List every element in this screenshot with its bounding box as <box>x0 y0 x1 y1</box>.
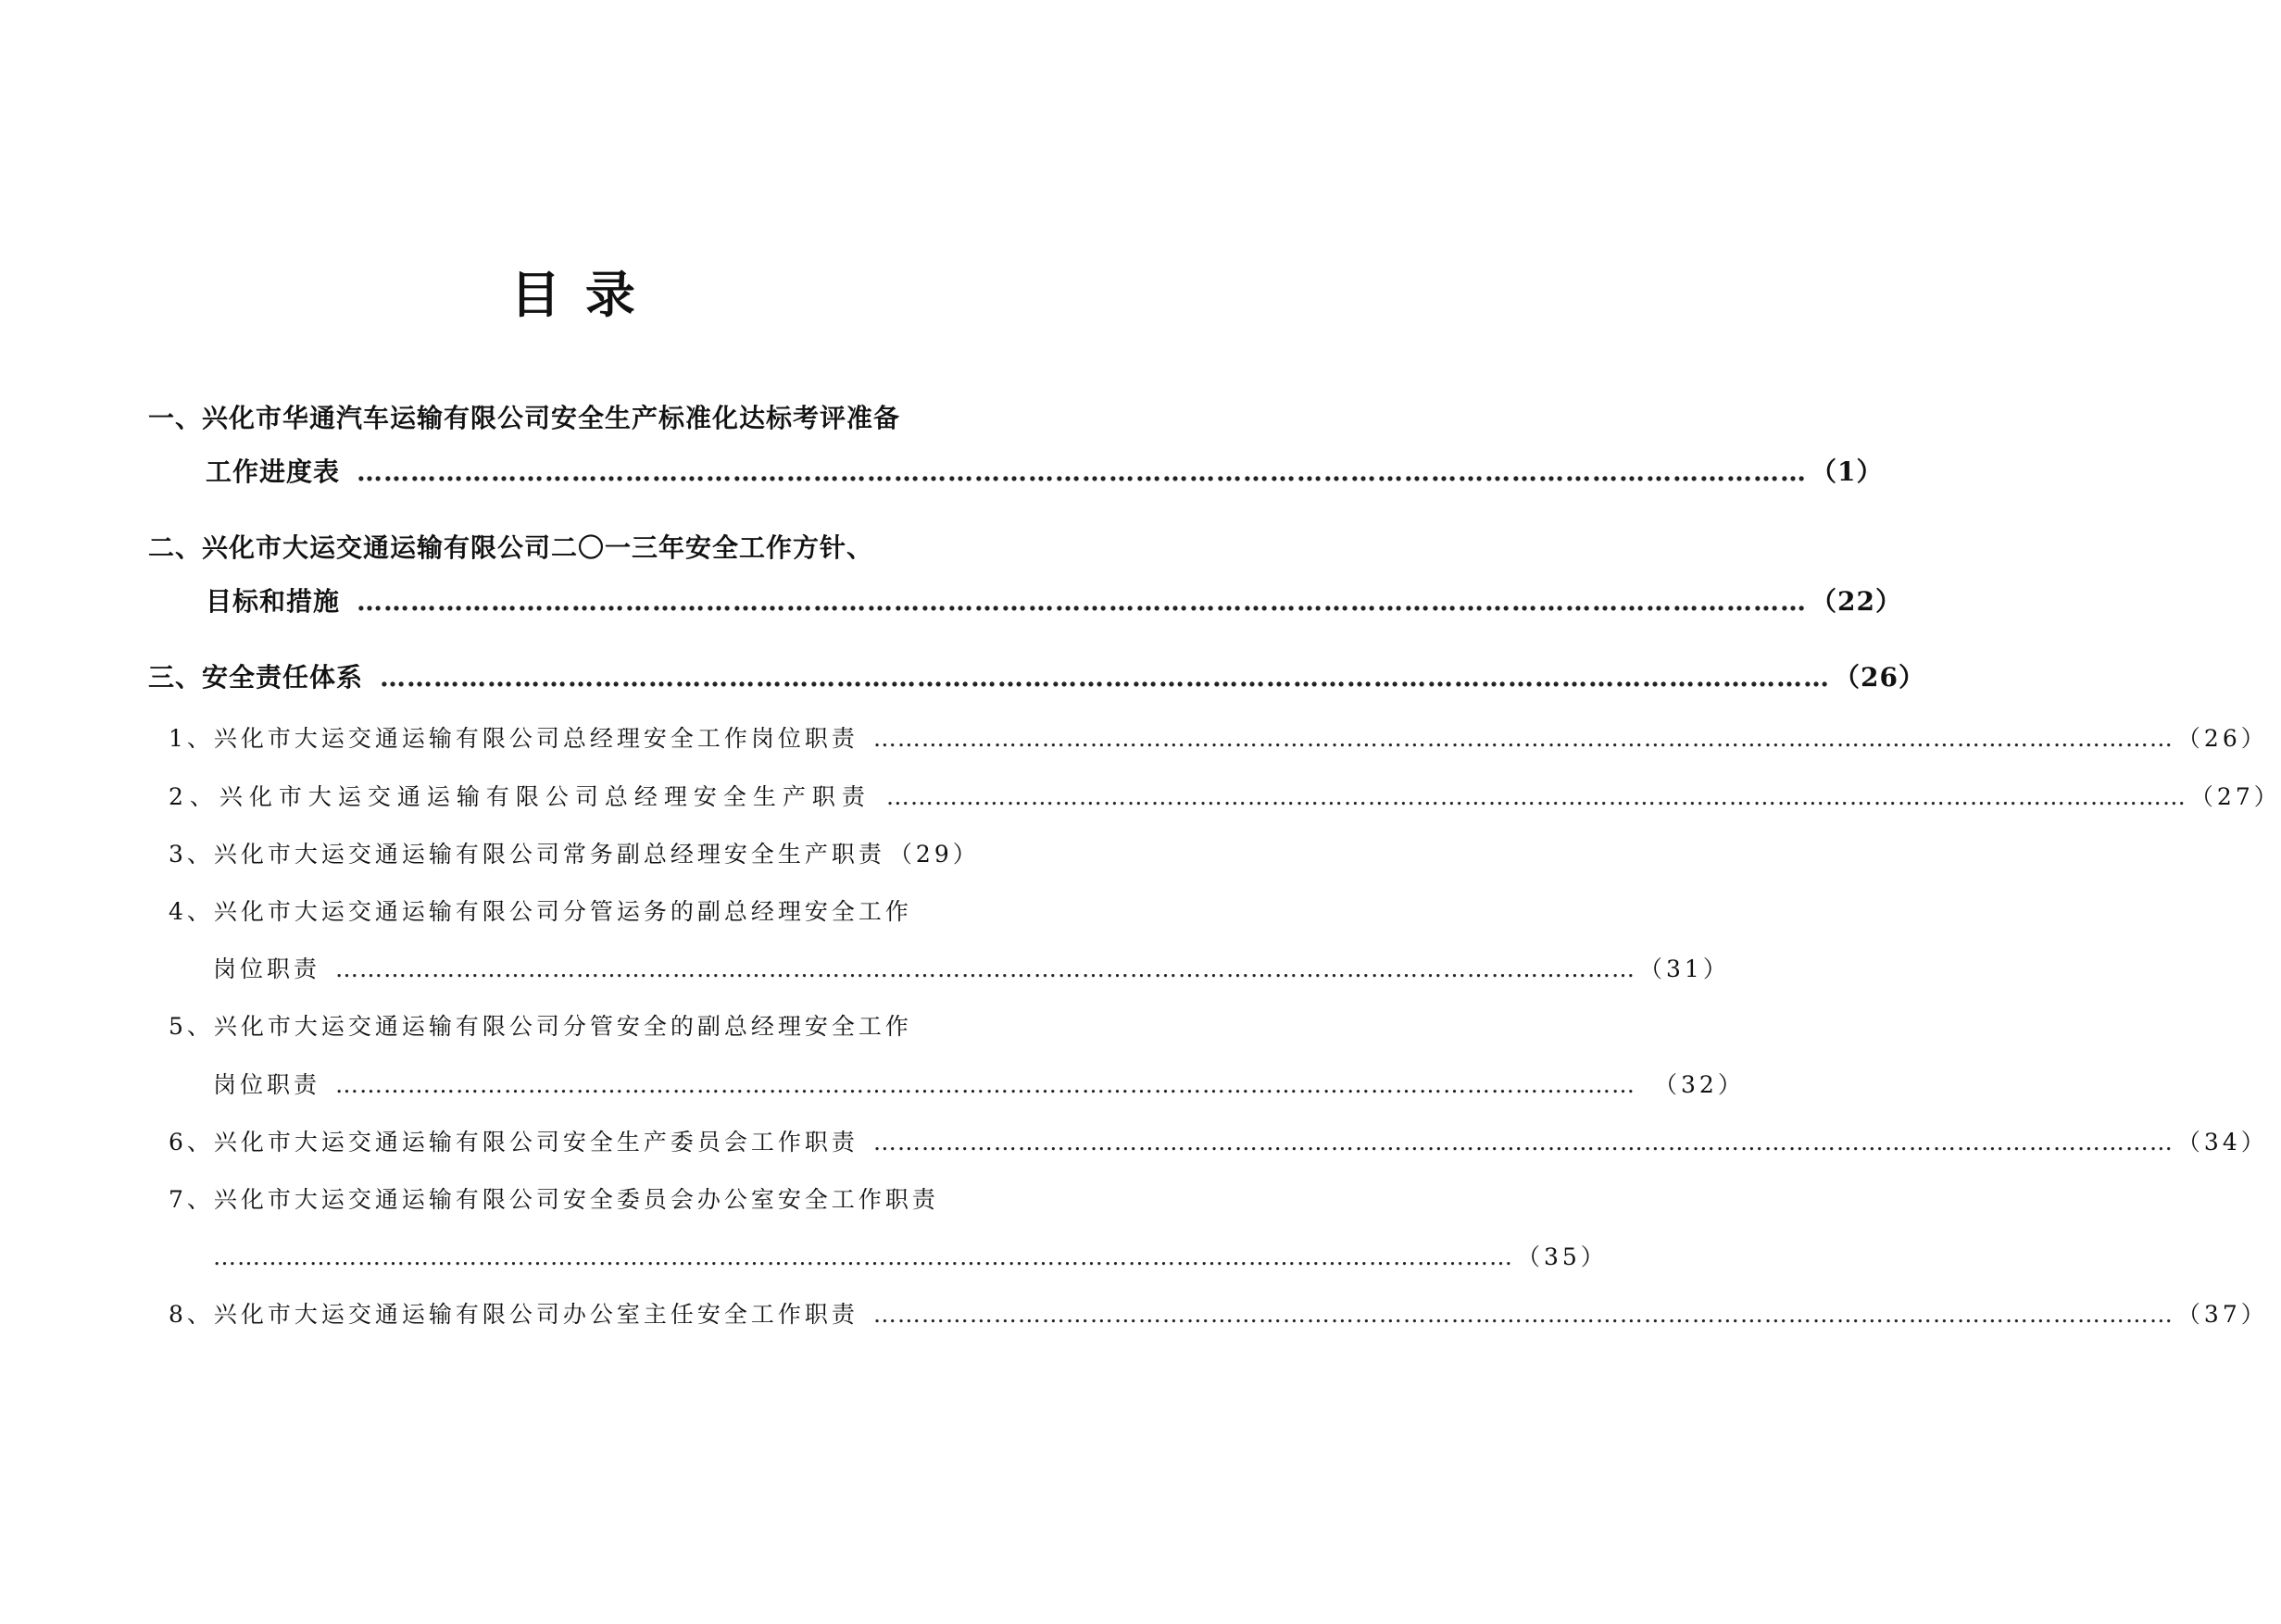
page-number: （31） <box>1639 956 1730 982</box>
toc-subentry-4-line1[interactable] <box>169 893 1318 931</box>
dot-leader: ……………………………………………………………………………………………………………………………………………… <box>335 1071 1636 1098</box>
toc-entry-1-line2[interactable] <box>206 452 1884 493</box>
toc-entry-label: 二、兴化市大运交通运输有限公司二〇一三年安全工作方针、 <box>148 532 874 563</box>
page-title: 目 录 <box>510 265 639 324</box>
toc-subentry-label: 6、兴化市大运交通运输有限公司安全生产委员会工作职责 <box>169 1129 859 1156</box>
toc-subentry-label: 4、兴化市大运交通运输有限公司分管运务的副总经理安全工作 <box>169 898 912 925</box>
toc-subentry-6[interactable] <box>169 1124 2268 1161</box>
dot-leader: ……………………………………………………………………………………………………………………………………………… <box>213 1243 1513 1270</box>
toc-subentry-label: 1、兴化市大运交通运输有限公司总经理安全工作岗位职责 <box>169 725 859 752</box>
toc-subentry-label: 8、兴化市大运交通运输有限公司办公室主任安全工作职责 <box>169 1301 859 1328</box>
toc-subentry-label: 岗位职责 <box>213 1071 321 1098</box>
page-number: （1） <box>1811 456 1884 487</box>
page-number: （34） <box>2176 1129 2268 1156</box>
toc-subentry-label: 岗位职责 <box>213 956 321 982</box>
dot-leader: ……………………………………………………………………………………………………………………………………………… <box>872 1301 2174 1328</box>
page-number: （35） <box>1517 1243 1608 1270</box>
dot-leader: ……………………………………………………………………………………………………………………………………………… <box>885 783 2187 810</box>
dot-leader: ……………………………………………………………………………………………………………………………………………… <box>872 1129 2174 1156</box>
toc-subentry-label: 3、兴化市大运交通运输有限公司常务副总经理安全生产职责 <box>169 841 885 868</box>
toc-subentry-3[interactable] <box>169 836 1132 873</box>
toc-subentry-7-line1[interactable] <box>169 1181 1318 1218</box>
toc-subentry-4-line2[interactable] <box>213 951 1730 988</box>
toc-subentry-5-line2[interactable] <box>213 1067 1745 1104</box>
toc-entry-label: 三、安全责任体系 <box>148 662 364 693</box>
toc-subentry-label: 5、兴化市大运交通运输有限公司分管安全的副总经理安全工作 <box>169 1013 912 1040</box>
page-number: （22） <box>1811 586 1902 617</box>
toc-entry-3[interactable] <box>148 657 1925 698</box>
toc-entry-label: 一、兴化市华通汽车运输有限公司安全生产标准化达标考评准备 <box>148 403 901 433</box>
page-number: （29） <box>888 841 980 868</box>
toc-subentry-2[interactable] <box>169 779 2281 816</box>
dot-leader: ……………………………………………………………………………………………………………………………………………… <box>357 456 1808 487</box>
toc-subentry-8[interactable] <box>169 1296 2268 1333</box>
toc-entry-label: 工作进度表 <box>206 456 341 487</box>
toc-subentry-1[interactable] <box>169 720 2268 757</box>
toc-subentry-label: 2、兴化市大运交通运输有限公司总经理安全生产职责 <box>169 783 871 810</box>
dot-leader: ……………………………………………………………………………………………………………………………………………… <box>357 586 1808 617</box>
dot-leader: ……………………………………………………………………………………………………………………………………………… <box>335 956 1636 982</box>
page-number: （26） <box>1834 662 1925 693</box>
toc-entry-1-line1[interactable] <box>148 398 1297 439</box>
page-number: （27） <box>2189 783 2281 810</box>
toc-entry-2-line2[interactable] <box>206 581 1902 622</box>
page-number: （32） <box>1654 1071 1745 1098</box>
dot-leader: ……………………………………………………………………………………………………………………………………………… <box>872 725 2174 752</box>
toc-entry-2-line1[interactable] <box>148 528 1297 568</box>
dot-leader: ……………………………………………………………………………………………………………………………………………… <box>380 662 1831 693</box>
page-number: （26） <box>2176 725 2268 752</box>
page-number: （37） <box>2176 1301 2268 1328</box>
toc-subentry-5-line1[interactable] <box>169 1008 1318 1045</box>
toc-subentry-label: 7、兴化市大运交通运输有限公司安全委员会办公室安全工作职责 <box>169 1186 939 1213</box>
toc-entry-label: 目标和措施 <box>206 586 341 617</box>
toc-subentry-7-line2[interactable] <box>213 1239 1608 1276</box>
